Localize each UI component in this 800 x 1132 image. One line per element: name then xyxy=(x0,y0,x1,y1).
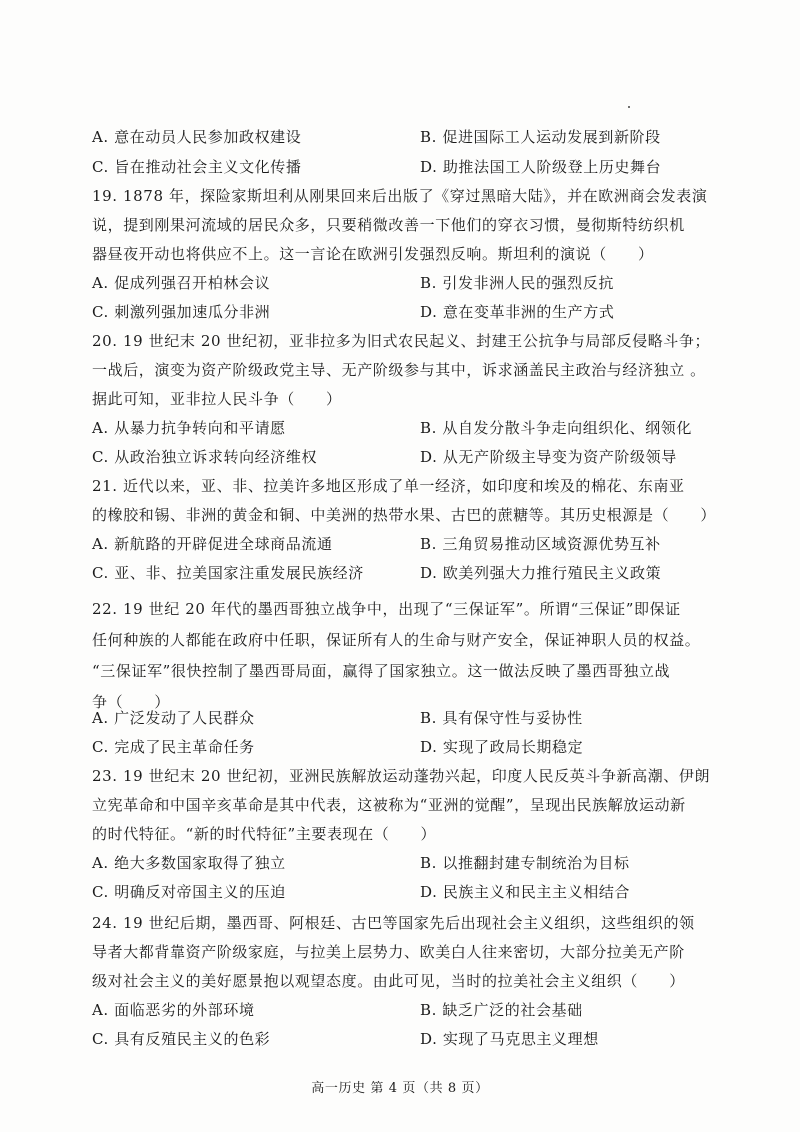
q18-option-c: C. 旨在推动社会主义文化传播 xyxy=(92,158,302,176)
q20-option-c: C. 从政治独立诉求转向经济维权 xyxy=(92,448,318,466)
q24-option-c: C. 具有反殖民主义的色彩 xyxy=(92,1030,271,1048)
q19-stem-line-1: 19. 1878 年，探险家斯坦利从刚果回来后出版了《穿过黑暗大陆》，并在欧洲商会发表演 xyxy=(92,187,708,205)
q18-option-b: B. 促进国际工人运动发展到新阶段 xyxy=(420,128,661,146)
q22-option-b: B. 具有保守性与妥协性 xyxy=(420,709,583,727)
q23-option-a: A. 绝大多数国家取得了独立 xyxy=(92,854,286,872)
q24-option-a: A. 面临恶劣的外部环境 xyxy=(92,1001,255,1019)
q19-option-d: D. 意在变革非洲的生产方式 xyxy=(420,303,615,321)
q23-stem-line-2: 立宪革命和中国辛亥革命是其中代表，这被称为“亚洲的觉醒”，呈现出民族解放运动新 xyxy=(92,796,686,814)
q24-option-d: D. 实现了马克思主义理想 xyxy=(420,1030,599,1048)
q22-stem-line-3: “三保证军”很快控制了墨西哥局面，赢得了国家独立。这一做法反映了墨西哥独立战 xyxy=(92,662,671,680)
q23-option-b: B. 以推翻封建专制统治为目标 xyxy=(420,854,630,872)
scan-speck xyxy=(628,106,630,108)
q22-option-d: D. 实现了政局长期稳定 xyxy=(420,738,584,756)
q19-stem-line-3: 器昼夜开动也将供应不上。这一言论在欧洲引发强烈反响。斯坦利的演说（ ） xyxy=(92,245,654,263)
q19-option-c: C. 刺激列强加速瓜分非洲 xyxy=(92,303,271,321)
page-footer: 高一历史 第 4 页（共 8 页） xyxy=(311,1081,489,1096)
q19-option-b: B. 引发非洲人民的强烈反抗 xyxy=(420,274,614,292)
q21-option-b: B. 三角贸易推动区域资源优势互补 xyxy=(420,535,661,553)
q20-option-a: A. 从暴力抗争转向和平请愿 xyxy=(92,419,286,437)
q22-stem-line-1: 22. 19 世纪 20 年代的墨西哥独立战争中，出现了“三保证军”。所谓“三保证”即保证 xyxy=(92,600,681,618)
q24-stem-line-3: 级对社会主义的美好愿景抱以观望态度。由此可见，当时的拉美社会主义组织（ ） xyxy=(92,972,685,990)
q18-option-d: D. 助推法国工人阶级登上历史舞台 xyxy=(420,158,662,176)
q23-stem-line-3: 的时代特征。“新的时代特征”主要表现在（ ） xyxy=(92,825,437,843)
q18-option-a: A. 意在动员人民参加政权建设 xyxy=(92,128,302,146)
q22-stem-line-2: 任何种族的人都能在政府中任职，保证所有人的生命与财产安全，保证神职人员的权益。 xyxy=(92,631,701,649)
q22-option-c: C. 完成了民主革命任务 xyxy=(92,738,255,756)
q20-stem-line-1: 20. 19 世纪末 20 世纪初，亚非拉多为旧式农民起义、封建王公抗争与局部反侵略斗争； xyxy=(92,332,711,350)
q21-stem-line-1: 21. 近代以来，亚、非、拉美许多地区形成了单一经济，如印度和埃及的棉花、东南亚 xyxy=(92,477,685,495)
q24-stem-line-2: 导者大都背靠资产阶级家庭，与拉美上层势力、欧美白人往来密切，大部分拉美无产阶 xyxy=(92,943,685,961)
q19-option-a: A. 促成列强召开柏林会议 xyxy=(92,274,271,292)
q21-option-a: A. 新航路的开辟促进全球商品流通 xyxy=(92,535,333,553)
q23-stem-line-1: 23. 19 世纪末 20 世纪初，亚洲民族解放运动蓬勃兴起，印度人民反英斗争新高潮、伊朗 xyxy=(92,767,711,785)
q23-option-c: C. 明确反对帝国主义的压迫 xyxy=(92,883,286,901)
q22-stem-line-4: 争（ ） xyxy=(92,693,171,711)
q22-option-a: A. 广泛发动了人民群众 xyxy=(92,709,255,727)
q20-option-b: B. 从自发分散斗争走向组织化、纲领化 xyxy=(420,419,692,437)
q21-stem-line-2: 的橡胶和锡、非洲的黄金和铜、中美洲的热带水果、古巴的蔗糖等。其历史根源是（ ） xyxy=(92,506,717,524)
q20-option-d: D. 从无产阶级主导变为资产阶级领导 xyxy=(420,448,677,466)
q21-option-d: D. 欧美列强大力推行殖民主义政策 xyxy=(420,564,662,582)
q24-stem-line-1: 24. 19 世纪后期，墨西哥、阿根廷、古巴等国家先后出现社会主义组织，这些组织的领 xyxy=(92,914,695,932)
q23-option-d: D. 民族主义和民主主义相结合 xyxy=(420,883,631,901)
q19-stem-line-2: 说，提到刚果河流域的居民众多，只要稍微改善一下他们的穿衣习惯，曼彻斯特纺织机 xyxy=(92,216,685,234)
q20-stem-line-2: 一战后，演变为资产阶级政党主导、无产阶级参与其中，诉求涵盖民主政治与经济独立 。 xyxy=(92,361,706,379)
q21-option-c: C. 亚、非、拉美国家注重发展民族经济 xyxy=(92,564,364,582)
q20-stem-line-3: 据此可知，亚非拉人民斗争（ ） xyxy=(92,390,342,408)
q24-option-b: B. 缺乏广泛的社会基础 xyxy=(420,1001,583,1019)
